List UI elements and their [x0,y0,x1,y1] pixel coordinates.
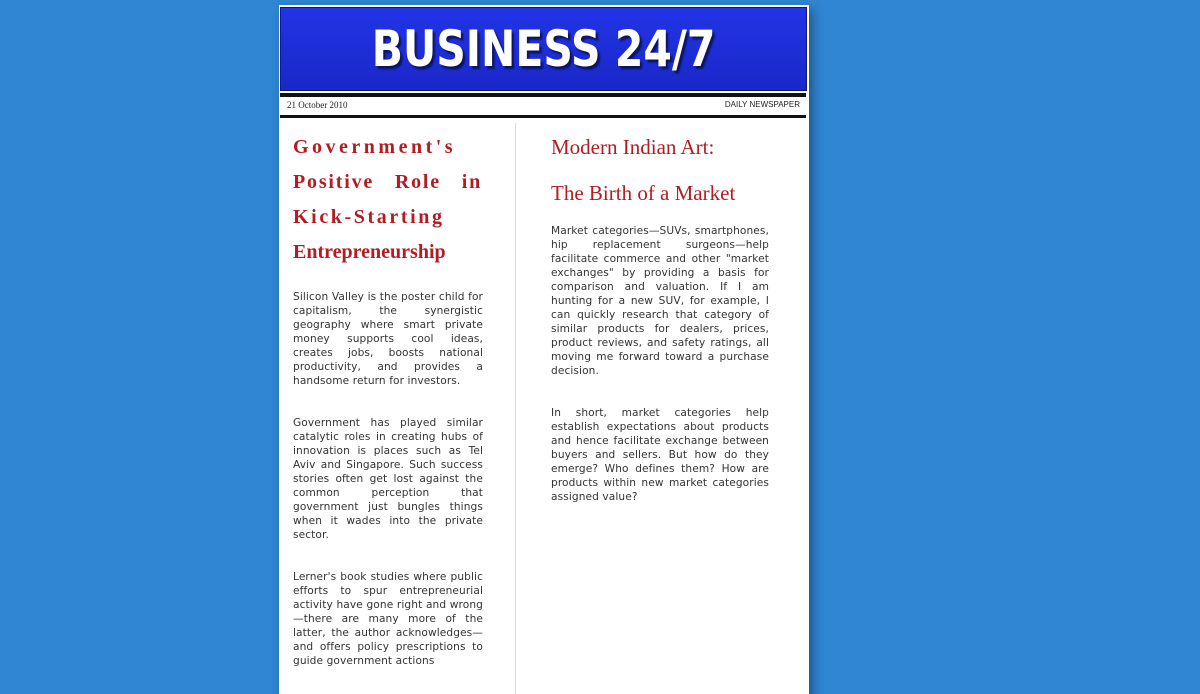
right-article [551,130,769,532]
masthead-banner [280,7,807,91]
article-paragraph: Lerner's book studies where public efforts to spur entrepreneurial activity have gone right and wrong—there are many more of the latter, the author acknowledges—and offers policy prescriptions to guide government actions [293,571,483,667]
publication-type: DAILY NEWSPAPER [724,100,800,109]
masthead-divider [280,93,806,97]
issue-date: 21 October 2010 [287,100,348,110]
column-divider [515,123,516,694]
left-headline-line: Positive Role in [293,171,483,193]
right-headline-line: Modern Indian Art: [551,135,715,159]
left-article [293,130,483,694]
article-paragraph: Market categories—SUVs, smartphones, hip replacement surgeons—help facilitate commerce and other "market exchanges" by providing a basis for comparison and valuation. If I am hunting for a new SUV, for example, I can quickly research that category of similar products for dealers, prices, product reviews, and safety ratings, all moving me forward toward a purchase decision. [551,225,769,377]
left-headline-line: Government's [293,136,457,158]
left-headline-line: Kick-Starting [293,206,445,228]
left-headline-line: Entrepreneurship [293,241,446,263]
masthead-title: BUSINESS 24/7 [371,20,716,78]
dateline [285,99,800,113]
right-headline-line: The Birth of a Market [551,181,736,205]
article-paragraph: Government has played similar catalytic roles in creating hubs of innovation is places such as Tel Aviv and Singapore. Such success stories often get lost against the common perception that government just bungles things when it wades into the private sector. [293,417,483,541]
right-article-headline [551,124,769,216]
left-article-headline [293,130,483,270]
article-paragraph: In short, market categories help establish expectations about products and hence facilitate exchange between buyers and sellers. But how do they emerge? Who defines them? How are products within new market categories assigned value? [551,407,769,503]
dateline-divider [280,115,806,118]
newspaper-page [279,5,809,694]
article-paragraph: Silicon Valley is the poster child for capitalism, the synergistic geography where smart private money supports cool ideas, creates jobs, boosts national productivity, and provides a handsome return for investors. [293,291,483,387]
